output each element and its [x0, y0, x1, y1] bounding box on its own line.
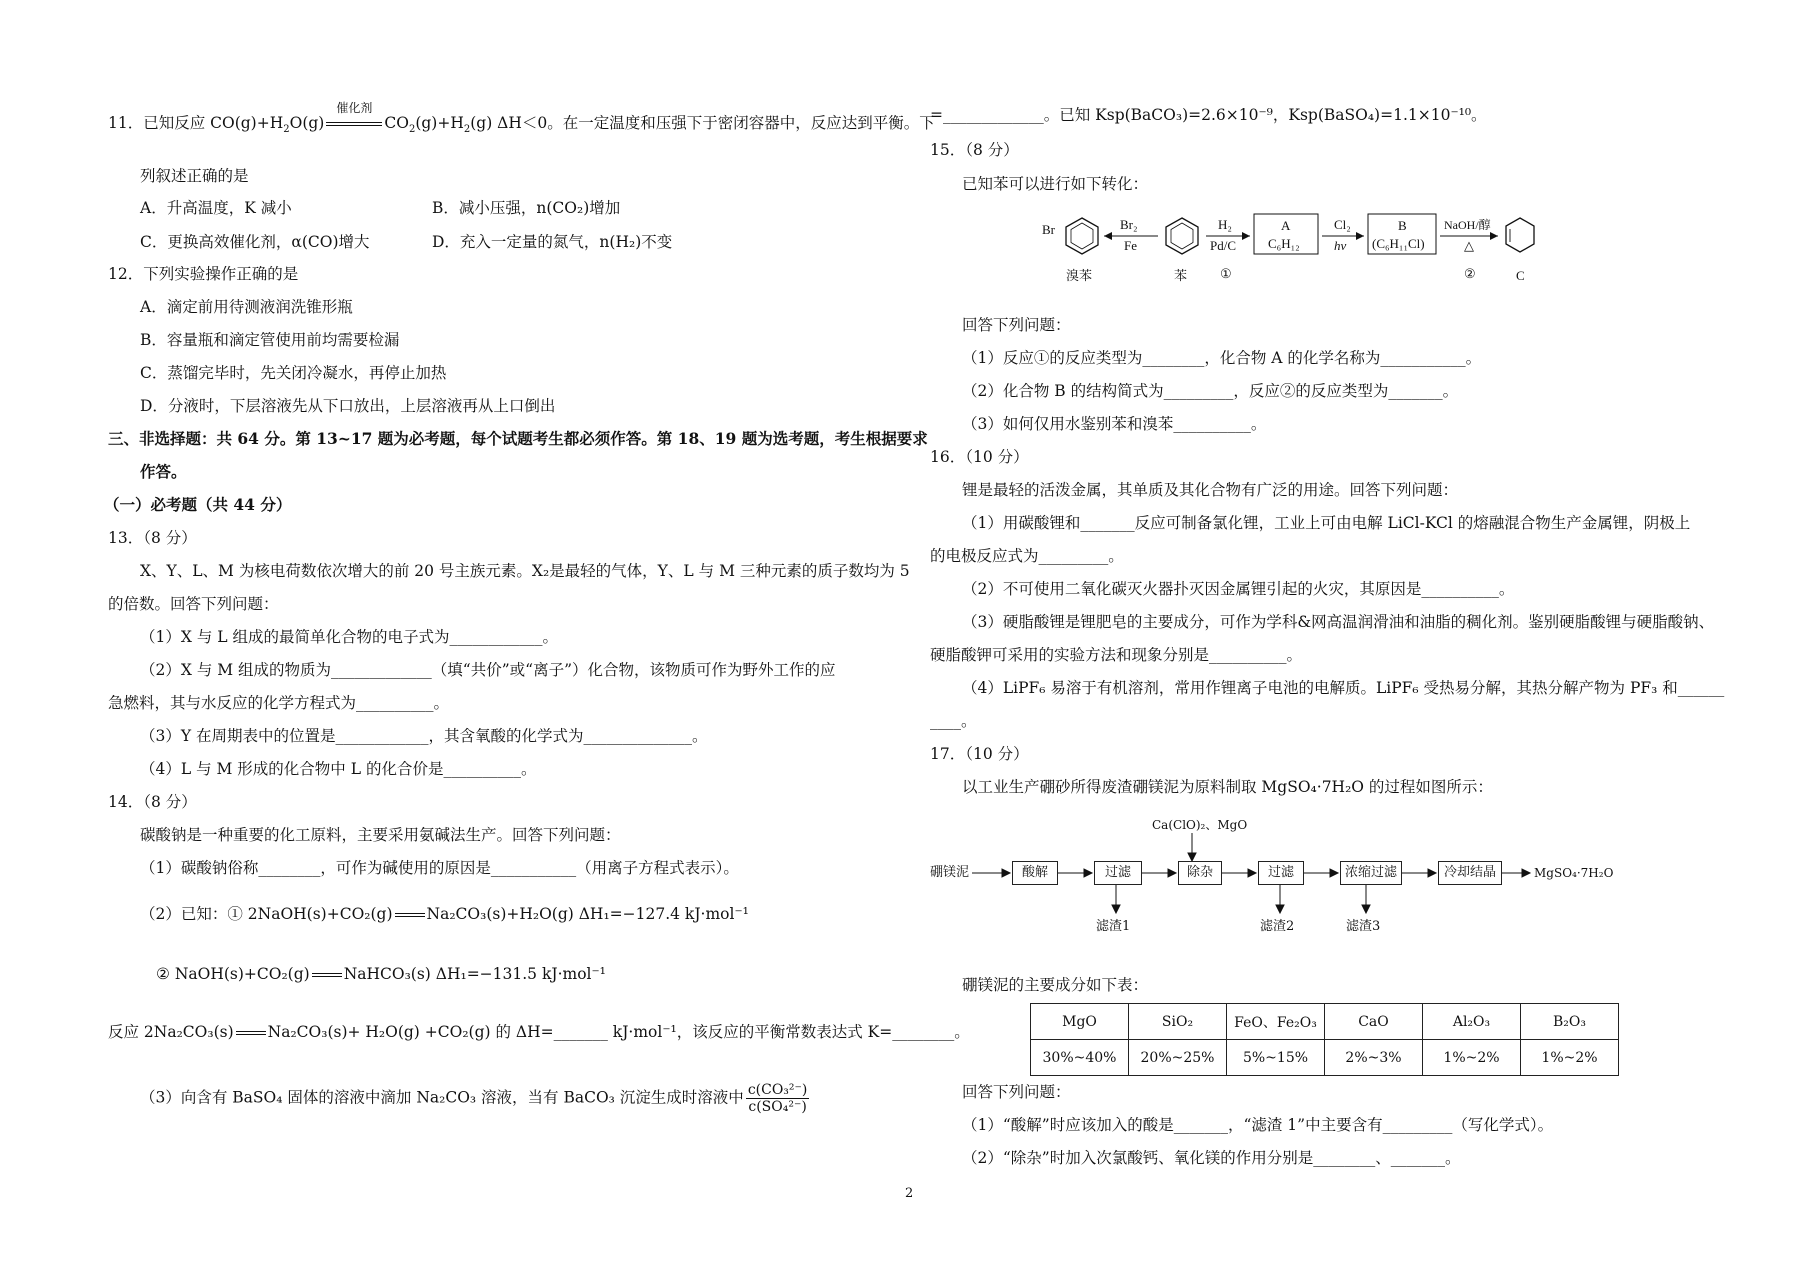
arrow-down-icon [1362, 905, 1370, 913]
q14-line1: 碳酸钠是一种重要的化工原料，主要采用氨碱法生产。回答下列问题： [140, 826, 621, 844]
q15-ask: 回答下列问题： [962, 316, 1071, 334]
flow-step-crystallize: 冷却结晶 [1438, 861, 1502, 885]
composition-table [1030, 1003, 1619, 1076]
svg-text:H₂: H₂ [1218, 217, 1232, 232]
table-header-cell: FeO、Fe₂O₃ [1227, 1004, 1325, 1040]
q12-option-b: B．容量瓶和滴定管使用前均需要检漏 [140, 331, 400, 349]
equals-arrow [236, 1031, 266, 1035]
table-cell: 1%~2% [1423, 1040, 1521, 1076]
table-cell: 1%~2% [1521, 1040, 1619, 1076]
arrow-right-icon [1002, 869, 1010, 877]
section3-heading-cont: 作答。 [140, 462, 187, 481]
flow-step-acid: 酸解 [1012, 861, 1058, 885]
q13-part1: （1）X 与 L 组成的最简单化合物的电子式为____________。 [140, 628, 558, 646]
table-cell: 20%~25% [1129, 1040, 1227, 1076]
q14-part2-reaction: 反应 2Na₂CO₃(s) Na₂CO₃(s)+ H₂O(g) +CO₂(g) 的 ΔH=_______ kJ·mol⁻¹，该反应的平衡常数表达式 K=________。 [108, 1023, 970, 1041]
svg-text:(C₆H₁₁Cl): (C₆H₁₁Cl) [1372, 236, 1425, 251]
q15-head: 15．（8 分） [930, 141, 1019, 159]
arrow-down-icon [1276, 905, 1284, 913]
q16-part4-cont: ____。 [930, 712, 977, 730]
catalyst-arrow: 催化剂 [326, 113, 382, 133]
table-cell: 2%~3% [1325, 1040, 1423, 1076]
page-number: 2 [905, 1186, 914, 1201]
svg-text:①: ① [1220, 266, 1232, 281]
q11-line1: 11．已知反应 $CO(g)+H_2O(g)$ 催化剂 $CO_2(g)+H_2(g)$ ΔH＜0。在一定温度和压强下于密闭容器中，反应达到平衡。下 [108, 101, 935, 136]
svg-text:②: ② [1464, 266, 1476, 281]
process-flowchart [930, 815, 1630, 945]
bromo-label: Br [1042, 222, 1055, 237]
q11-option-b: B．减小压强，n(CO₂)增加 [432, 199, 621, 217]
benzene-ring [1166, 218, 1198, 254]
concentration-ratio: $\frac{\text{c(CO₃²⁻)}}{\text{c(SO₄²⁻)}}$ [747, 1082, 808, 1115]
required-subheading: （一）必考题（共 44 分） [104, 495, 292, 514]
q13-part3: （3）Y 在周期表中的位置是____________，其含氧酸的化学式为______________。 [140, 727, 708, 745]
q17-head: 17．（10 分） [930, 745, 1029, 763]
arrow-right-icon [1522, 869, 1530, 877]
arrow-down-icon [1112, 905, 1120, 913]
reagent-fe: Fe [1124, 238, 1137, 253]
arrow-right-icon [1356, 232, 1364, 240]
table-header-cell: CaO [1325, 1004, 1423, 1040]
q17-part2: （2）“除杂”时加入次氯酸钙、氧化镁的作用分别是________、_______。 [962, 1149, 1461, 1167]
q14-part1: （1）碳酸钠俗称________，可作为碱使用的原因是___________（用离子方程式表示）。 [140, 859, 739, 877]
q11-option-a: A．升高温度，K 减小 [140, 199, 292, 217]
q11-option-c: C．更换高效催化剂，α(CO)增大 [140, 233, 370, 251]
table-header-cell: MgO [1031, 1004, 1129, 1040]
svg-text:hv: hv [1334, 238, 1347, 253]
flow-step-concentrate: 浓缩过滤 [1340, 861, 1402, 885]
q13-head: 13．（8 分） [108, 529, 197, 547]
q16-part2: （2）不可使用二氧化碳灭火器扑灭因金属锂引起的火灾，其原因是__________。 [962, 580, 1515, 598]
q16-part3-cont: 硬脂酸钾可采用的实验方法和现象分别是__________。 [930, 646, 1303, 664]
q14-part2-eq2: ② NaOH(s)+CO₂(g) NaHCO₃(s) ΔH₁=−131.5 kJ·mol⁻¹ [156, 965, 606, 983]
q16-part1-cont: 的电极反应式为_________。 [930, 547, 1124, 565]
arrow-right-icon [1490, 232, 1498, 240]
q11-line2: 列叙述正确的是 [140, 167, 249, 185]
table-cell: 30%~40% [1031, 1040, 1129, 1076]
q13-part2-cont: 急燃料，其与水反应的化学方程式为__________。 [108, 694, 450, 712]
arrow-right-icon [1242, 232, 1250, 240]
q12-option-a: A．滴定前用待测液润洗锥形瓶 [140, 298, 353, 316]
flow-step-purify: 除杂 [1178, 861, 1222, 885]
q16-part4: （4）LiPF₆ 易溶于有机溶剂，常用作锂离子电池的电解质。LiPF₆ 受热易分解，其热分解产物为 PF₃ 和______ [962, 679, 1725, 697]
q16-line1: 锂是最轻的活泼金属，其单质及其化合物有广泛的用途。回答下列问题： [962, 481, 1459, 499]
equals-arrow [395, 913, 425, 917]
q11-option-d: D．充入一定量的氮气，n(H₂)不变 [432, 233, 673, 251]
arrow-right-icon [1330, 869, 1338, 877]
q12-option-c: C．蒸馏完毕时，先关闭冷凝水，再停止加热 [140, 364, 447, 382]
reagent-br2: Br₂ [1120, 217, 1138, 232]
arrow-right-icon [1428, 869, 1436, 877]
svg-text:Cl₂: Cl₂ [1334, 217, 1351, 232]
q13-part2: （2）X 与 M 组成的物质为_____________（填“共价”或“离子”）化合物，该物质可作为野外工作的应 [140, 661, 836, 679]
q14-continuation: =_____________。已知 Ksp(BaCO₃)=2.6×10⁻⁹，Ksp(BaSO₄)=1.1×10⁻¹⁰。 [930, 106, 1487, 124]
benzene-label: 苯 [1174, 268, 1188, 283]
flow-start: 硼镁泥 [930, 865, 970, 880]
q16-part3: （3）硬脂酸锂是锂肥皂的主要成分，可作为学科&网高温润滑油和油脂的稠化剂。鉴别硬脂酸锂与硬脂酸钠、 [962, 613, 1715, 631]
arrow-right-icon [1248, 869, 1256, 877]
q17-ask: 回答下列问题： [962, 1083, 1071, 1101]
q15-part1: （1）反应①的反应类型为________，化合物 A 的化学名称为___________。 [962, 349, 1482, 367]
table-header-cell: B₂O₃ [1521, 1004, 1619, 1040]
q13-line1: X、Y、L、M 为核电荷数依次增大的前 20 号主族元素。X₂是最轻的气体，Y、L 与 M 三种元素的质子数均为 5 [140, 562, 910, 580]
flow-step-filter1: 过滤 [1094, 861, 1142, 885]
table-cell: 5%~15% [1227, 1040, 1325, 1076]
q14-head: 14．（8 分） [108, 793, 197, 811]
svg-text:B: B [1398, 218, 1407, 233]
svg-text:△: △ [1464, 238, 1474, 253]
table-header-row [1031, 1004, 1619, 1040]
table-header-cell: Al₂O₃ [1423, 1004, 1521, 1040]
q16-head: 16．（10 分） [930, 448, 1029, 466]
q13-line2: 的倍数。回答下列问题： [108, 595, 279, 613]
product-c-label: C [1516, 268, 1525, 283]
q16-part1: （1）用碳酸锂和_______反应可制备氯化锂，工业上可由电解 LiCl-KCl 的熔融混合物生产金属锂，阴极上 [962, 514, 1691, 532]
q17-line1: 以工业生产硼砂所得废渣硼镁泥为原料制取 MgSO₄·7H₂O 的过程如图所示： [962, 778, 1493, 796]
table-header-cell: SiO₂ [1129, 1004, 1227, 1040]
benzene-conversion-scheme [1040, 212, 1540, 292]
arrow-right-icon [1168, 869, 1176, 877]
table-row [1031, 1040, 1619, 1076]
bromobenzene-ring [1066, 218, 1098, 254]
q15-line1: 已知苯可以进行如下转化： [962, 175, 1149, 193]
flow-end: MgSO₄·7H₂O [1534, 866, 1614, 880]
q14-part3: （3）向含有 BaSO₄ 固体的溶液中滴加 Na₂CO₃ 溶液，当有 BaCO₃ 沉淀生成时溶液中 $\frac{\text{c(CO₃²⁻)}}{\text{c(SO₄²⁻)}}$ [140, 1082, 808, 1115]
arrow-left-icon [1104, 232, 1112, 240]
q15-part2: （2）化合物 B 的结构简式为_________，反应②的反应类型为_______。 [962, 382, 1459, 400]
flow-reagents: Ca(ClO)₂、MgO [1152, 818, 1248, 832]
section3-heading: 三、非选择题：共 64 分。第 13~17 题为必考题，每个试题考生都必须作答。第 18、19 题为选考题，考生根据要求 [108, 429, 928, 448]
svg-text:NaOH/醇: NaOH/醇 [1444, 218, 1491, 232]
equals-arrow [312, 973, 342, 977]
q17-part1: （1）“酸解”时应该加入的酸是_______，“滤渣 1”中主要含有_________（写化学式）。 [962, 1116, 1554, 1134]
svg-text:Pd/C: Pd/C [1210, 238, 1237, 253]
cyclohexene-ring [1506, 218, 1534, 252]
bromobenzene-label: 溴苯 [1066, 268, 1093, 283]
q14-part2-eq1: （2）已知：① 2NaOH(s)+CO₂(g) Na₂CO₃(s)+H₂O(g) ΔH₁=−127.4 kJ·mol⁻¹ [140, 905, 749, 923]
q13-part4: （4）L 与 M 形成的化合物中 L 的化合价是__________。 [140, 760, 537, 778]
q15-part3: （3）如何仅用水鉴别苯和溴苯__________。 [962, 415, 1267, 433]
q12-option-d: D．分液时，下层溶液先从下口放出，上层溶液再从上口倒出 [140, 397, 556, 415]
table-intro: 硼镁泥的主要成分如下表： [962, 976, 1149, 994]
flow-residue2: 滤渣2 [1260, 919, 1295, 934]
flow-step-filter2: 过滤 [1258, 861, 1304, 885]
arrow-right-icon [1084, 869, 1092, 877]
svg-text:C₆H₁₂: C₆H₁₂ [1268, 236, 1300, 251]
arrow-down-icon [1188, 853, 1196, 861]
flow-residue3: 滤渣3 [1346, 919, 1381, 934]
svg-text:A: A [1281, 218, 1291, 233]
q12-stem: 12．下列实验操作正确的是 [108, 265, 299, 283]
flow-residue1: 滤渣1 [1096, 919, 1131, 934]
